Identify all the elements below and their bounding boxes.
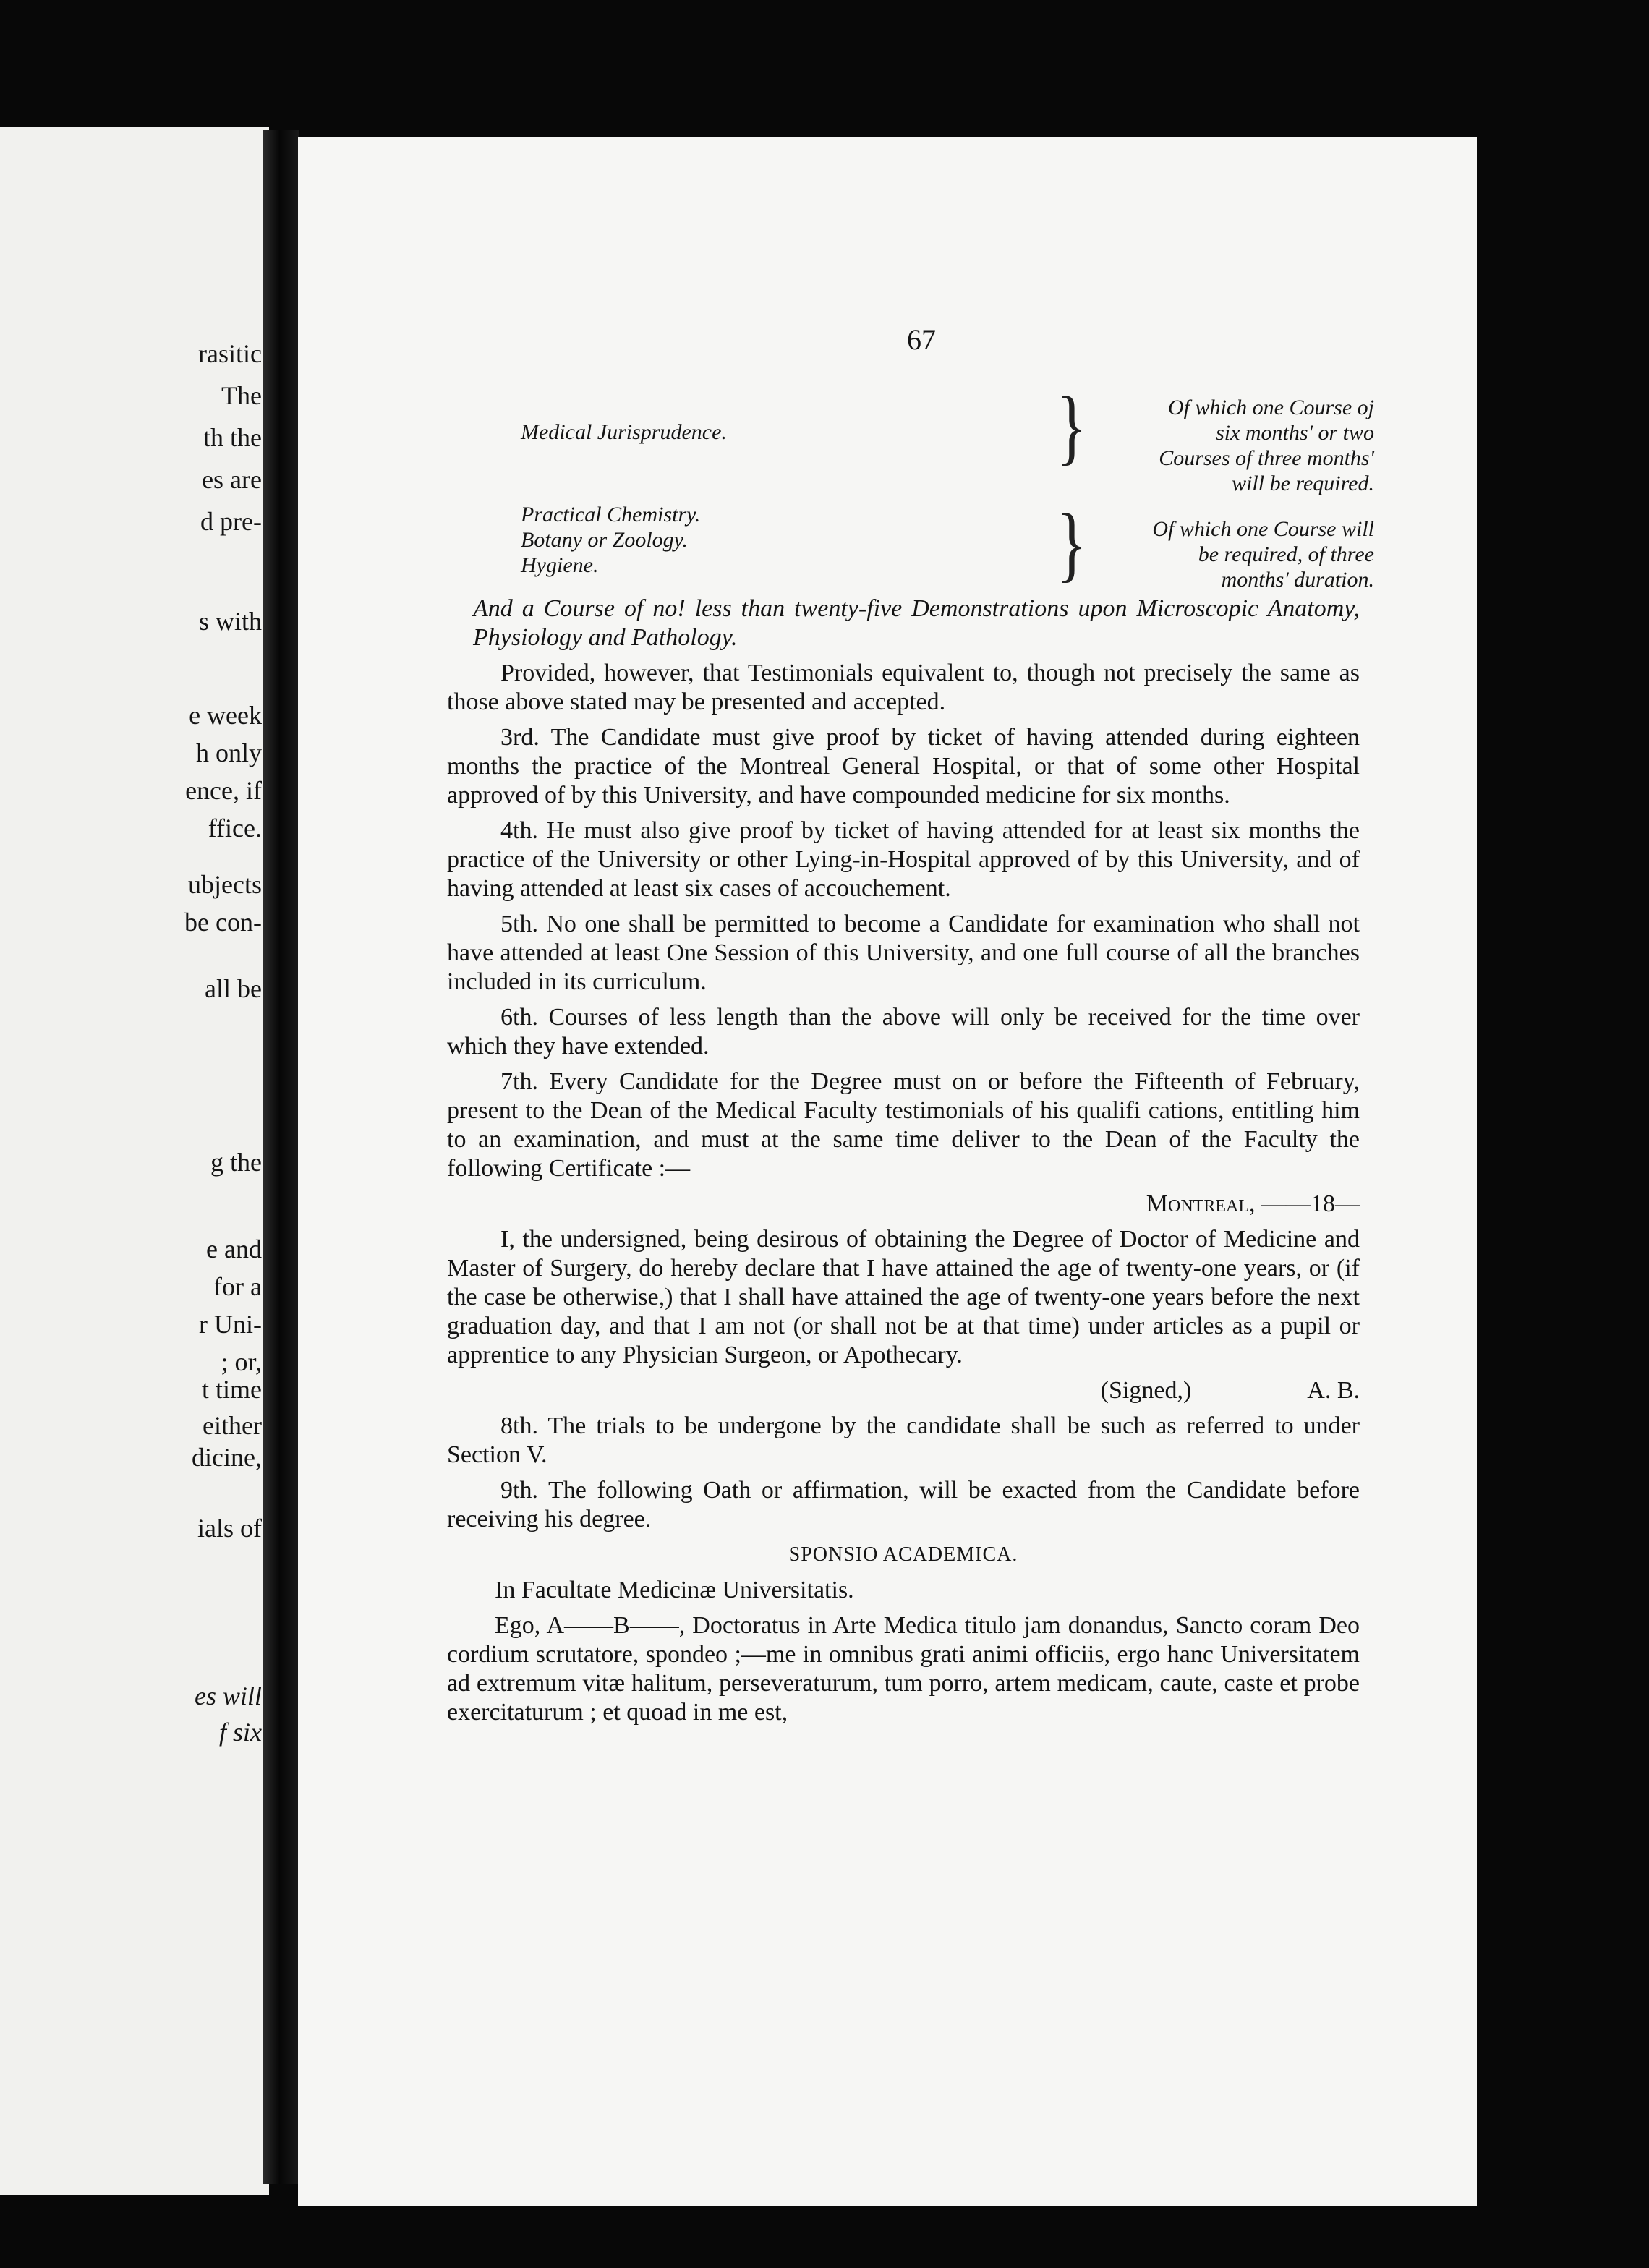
paragraph-seventh: 7th. Every Candidate for the Degree must on or before the Fifteenth of February, present to the Dean of the Medical Faculty testimonials of his qualifi cations, entitling him to an examination, and must at the same time deliver to the Dean of the Faculty the following Certificate :— [447,1068,1360,1182]
book-gutter [263,130,299,2184]
brace-group-2: } [1056,498,1088,591]
left-page-fragment: es will [194,1681,262,1710]
left-page-fragment: dicine, [192,1443,262,1472]
left-page-fragment: The [221,381,262,410]
left-page-fragment: ials of [197,1514,262,1543]
main-text [447,594,1360,1734]
left-page-fragment: s with [198,607,262,636]
course-practical-chemistry: Practical Chemistry. [521,503,701,526]
left-page-fragment: e week [189,701,262,730]
course-note-1-line: Courses of three months' [1159,446,1374,470]
left-page-fragment: e and [206,1235,262,1263]
left-page-fragment: ence, if [185,776,262,805]
left-page-fragment: rasitic [198,339,262,368]
left-page-fragment: be con- [184,908,262,937]
left-page-fragment: ; or, [221,1347,262,1376]
paragraph-third: 3rd. The Candidate must give proof by ticket of having attended during eighteen months the practice of the Montreal General Hospital, or that of some other Hospital approved of by this University, and have compounded medicine for six months. [447,724,1360,809]
paragraph-ego: Ego, A——B——, Doctoratus in Arte Medica titulo jam donandus, Sancto coram Deo cordium scrutatore, spondeo ;—me in omnibus grati animi officiis, ergo hanc Universitatem ad extremum vitæ halitum, perseveraturum, tum porro, artem medicam, caute, caste et probe exercitaturum ; et quoad in me est, [447,1612,1360,1726]
course-note-2 [1114,516,1374,592]
left-page-fragment: ffice. [208,814,262,843]
signature-initials: A. B. [1307,1377,1360,1404]
course-note-2-line: Of which one Course will [1152,517,1374,541]
course-group-2 [521,502,700,578]
course-note-1-line: will be required. [1232,472,1374,495]
paragraph-certificate: I, the undersigned, being desirous of obtaining the Degree of Doctor of Medicine and Master of Surgery, do hereby declare that I have attained the age of twenty-one years, or (if the case be otherwise,) that I shall have attained the age of twenty-one years before the next graduation day, and that I am not (or shall not be at that time) under articles as a pupil or apprentice to any Physician Surgeon, or Apothecary. [447,1226,1360,1368]
facultate-line: In Facultate Medicinæ Universitatis. [495,1577,854,1603]
left-page-fragment: all be [205,974,262,1003]
left-page-fragment: es are [202,465,262,494]
course-note-2-line: be required, of three [1198,542,1374,566]
left-page-fragment: g the [210,1148,262,1177]
left-page-fragment: th the [203,423,262,452]
signed-label: (Signed,) [1100,1377,1192,1404]
course-note-1 [1114,395,1374,496]
paragraph-fifth: 5th. No one shall be permitted to become a Candidate for examination who shall not have attended at least One Session of this University, and one full course of all the branches included in its curriculum. [447,911,1360,995]
left-page-fragment: h only [195,738,262,767]
brace-group-1: } [1056,380,1088,474]
sponsio-heading: SPONSIO ACADEMICA. [788,1543,1018,1566]
left-page-fragment: d pre- [200,507,262,536]
course-botany-zoology: Botany or Zoology. [521,528,688,552]
left-page-fragment: t time [202,1375,262,1404]
left-page-fragment: ubjects [188,870,262,899]
left-page-fragment: r Uni- [199,1310,262,1339]
paragraph-ninth: 9th. The following Oath or affirmation, will be exacted from the Candidate before receiving his degree. [447,1477,1360,1532]
course-hygiene: Hygiene. [521,553,599,577]
course-note-2-line: months' duration. [1221,568,1374,592]
left-facing-page [0,127,269,2195]
paragraph-eighth: 8th. The trials to be undergone by the candidate shall be such as referred to under Section V. [447,1412,1360,1468]
montreal-date-line: Montreal, ——18— [1146,1190,1360,1217]
course-note-1-line: six months' or two [1216,421,1374,445]
paragraph-provided: Provided, however, that Testimonials equivalent to, though not precisely the same as those above stated may be presented and accepted. [447,660,1360,715]
paragraph-sixth: 6th. Courses of less length than the above will only be received for the time over which they have extended. [447,1004,1360,1060]
microscopic-course: And a Course of no! less than twenty-five Demonstrations upon Microscopic Anatomy, Physiology and Pathology. [473,595,1360,651]
left-page-fragment: either [203,1411,262,1440]
left-page-fragment: for a [213,1272,262,1301]
course-note-1-line: Of which one Course oj [1168,396,1374,419]
paragraph-fourth: 4th. He must also give proof by ticket of having attended for at least six months the practice of the University or other Lying-in-Hospital approved of by this University, and of having attended at least six cases of accouchement. [447,817,1360,902]
left-page-fragment: f six [219,1718,262,1747]
course-medical-jurisprudence: Medical Jurisprudence. [521,420,727,444]
signature-line [447,1376,1360,1405]
page-number: 67 [907,323,936,356]
